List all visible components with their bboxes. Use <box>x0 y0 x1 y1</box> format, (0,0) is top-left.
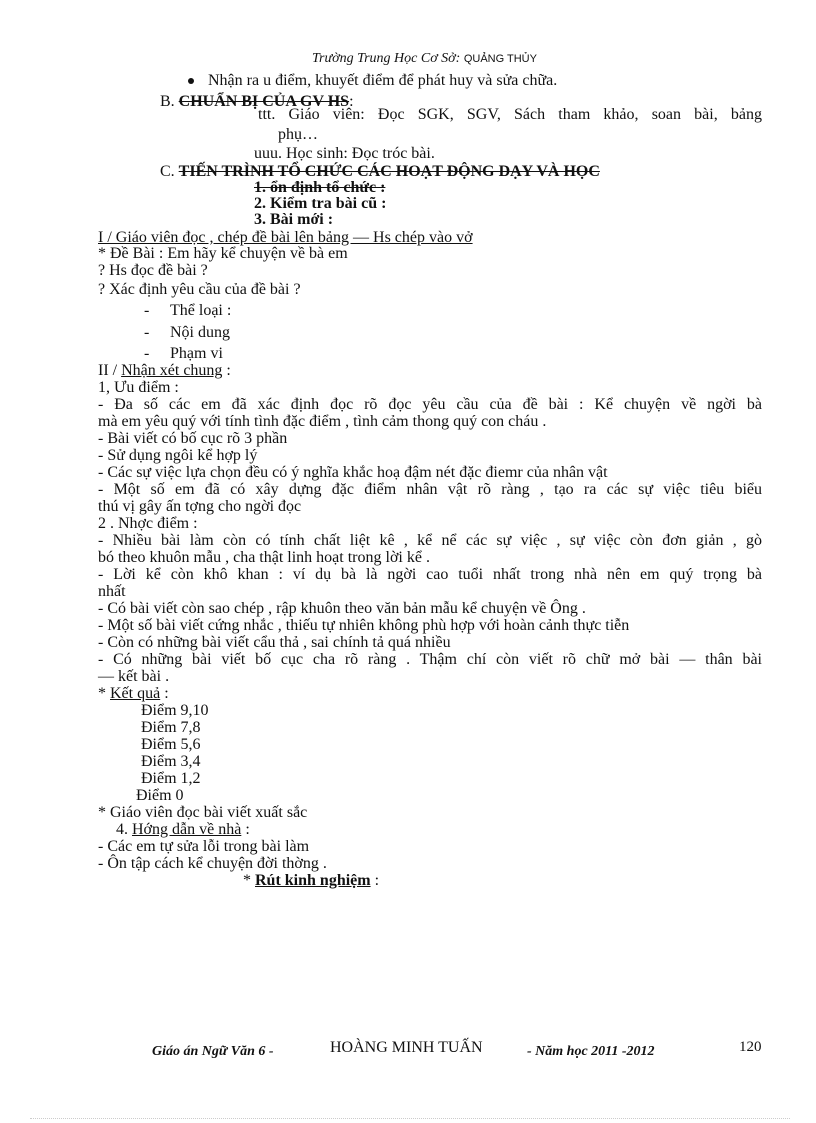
part-2-heading <box>98 362 231 379</box>
header-school-name: QUẢNG THỦY <box>463 53 537 65</box>
requirement-genre: Thể loại : <box>170 302 232 319</box>
score-row: Điểm 5,6 <box>141 736 201 753</box>
homework-label: Hớng dẫn về nhà <box>132 821 242 838</box>
score-row: Điểm 9,10 <box>141 702 209 719</box>
footer-left <box>152 1043 274 1060</box>
weakness-6-line2: — kết bài . <box>98 668 170 685</box>
dash-marker: - <box>144 324 150 341</box>
requirement-item <box>144 324 230 341</box>
score-row: Điểm 1,2 <box>141 770 201 787</box>
strength-5-line2: thú vị gây ấn tợng cho ngời đọc <box>98 498 302 515</box>
review-heading <box>243 872 379 889</box>
requirement-item <box>144 302 231 319</box>
results-prefix: * <box>98 685 110 702</box>
teacher-prep-line2: phụ… <box>278 126 318 143</box>
question-1: ? Hs đọc đề bài ? <box>98 262 208 279</box>
homework-number: 4. <box>116 821 132 838</box>
strength-5-line1: - Một số em đã có xây dựng đặc điểm nhân vật rõ ràng , tạo ra các sự việc tiêu biểu <box>98 481 762 498</box>
footer-right <box>527 1043 655 1060</box>
score-row: Điểm 3,4 <box>141 753 201 770</box>
strength-3: - Sử dụng ngôi kể hợp lý <box>98 447 258 464</box>
strength-1-line2: mà em yêu quý với tính tình đặc điểm , tình cảm thong quý con cháu . <box>98 413 547 430</box>
homework-item-2: - Ôn tập cách kể chuyện đời thờng . <box>98 855 327 872</box>
weakness-2-line2: nhất <box>98 583 126 600</box>
footer-course: Giáo án Ngữ Văn 6 <box>152 1044 266 1059</box>
question-2: ? Xác định yêu cầu của đề bài ? <box>98 281 301 298</box>
footer-author: HOÀNG MINH TUẤN <box>330 1039 483 1056</box>
footer-dash: - <box>527 1044 532 1059</box>
bullet-icon <box>188 78 194 84</box>
footer-year: Năm học 2011 -2012 <box>535 1044 655 1059</box>
section-c-letter: C. <box>160 163 175 180</box>
page-number: 120 <box>739 1039 762 1055</box>
dash-marker: - <box>144 345 150 362</box>
step-1: 1. ổn định tổ chức : <box>254 179 386 196</box>
objective-bullet <box>188 72 557 89</box>
requirement-content: Nội dung <box>170 324 230 341</box>
page-header <box>312 50 537 68</box>
review-prefix: * <box>243 872 255 889</box>
homework-suffix: : <box>241 821 250 838</box>
footer-dash: - <box>268 1044 274 1059</box>
weakness-1-line1: - Nhiều bài làm còn có tính chất liệt kê , kể nể các sự việc , sự việc còn đơn giản , gò <box>98 532 762 549</box>
weakness-5: - Còn có những bài viết cẩu thả , sai chính tả quá nhiều <box>98 634 451 651</box>
part-1-heading: I / Giáo viên đọc , chép đề bài lên bảng — Hs chép vào vở <box>98 229 473 246</box>
teacher-prep-line1: ttt. Giáo viên: Đọc SGK, SGV, Sách tham khảo, soan bài, bảng <box>258 106 762 123</box>
weakness-6-line1: - Có những bài viết bố cục cha rõ ràng . Thậm chí còn viết rõ chữ mở bài — thân bài <box>98 651 762 668</box>
essay-topic: * Đề Bài : Em hãy kể chuyện về bà em <box>98 245 348 262</box>
objective-text: Nhận ra u điểm, khuyết điểm để phát huy và sửa chữa. <box>208 72 558 89</box>
homework-heading <box>116 821 250 838</box>
weaknesses-title: 2 . Nhợc điểm : <box>98 515 198 532</box>
score-row: Điểm 0 <box>136 787 184 804</box>
bottom-rule <box>30 1118 790 1119</box>
read-best-essay: * Giáo viên đọc bài viết xuất sắc <box>98 804 308 821</box>
results-heading <box>98 685 169 702</box>
step-2: 2. Kiểm tra bài cũ : <box>254 195 387 212</box>
strengths-title: 1, Ưu điểm : <box>98 379 179 396</box>
student-prep: uuu. Học sinh: Đọc tróc bài. <box>254 145 435 162</box>
weakness-3: - Có bài viết còn sao chép , rập khuôn theo văn bản mẫu kể chuyện về Ông . <box>98 600 586 617</box>
review-suffix: : <box>370 872 380 889</box>
requirement-scope: Phạm vi <box>170 345 223 362</box>
part-2-title: Nhận xét chung <box>121 362 223 379</box>
section-b-colon: : <box>349 93 354 110</box>
strength-1-line1: - Đa số các em đã xác định đọc rõ đọc yêu cầu của đề bài : Kể chuyện về ngời bà <box>98 396 762 413</box>
header-school-prefix: Trường Trung Học Cơ Sở: <box>312 51 461 66</box>
results-label: Kết quả <box>110 685 161 702</box>
weakness-4: - Một số bài viết cứng nhắc , thiếu tự nhiên không phù hợp với hoàn cảnh thực tiễn <box>98 617 630 634</box>
weakness-2-line1: - Lời kể còn khô khan : ví dụ bà là ngời cao tuổi nhất trong nhà nên em quý trọng bà <box>98 566 762 583</box>
weakness-1-line2: bó theo khuôn mẫu , cha thật linh hoạt trong lời kể . <box>98 549 430 566</box>
section-c-heading <box>160 163 600 180</box>
strength-4: - Các sự việc lựa chọn đều có ý nghĩa khắc hoạ đậm nét đặc điemr của nhân vật <box>98 464 608 481</box>
section-b-title: CHUẨN BỊ CỦA GV HS <box>178 93 350 110</box>
section-b-letter: B. <box>160 93 175 110</box>
homework-item-1: - Các em tự sửa lỗi trong bài làm <box>98 838 310 855</box>
step-3: 3. Bài mới : <box>254 211 334 228</box>
part-2-suffix: : <box>222 362 231 379</box>
section-c-title: TIẾN TRÌNH TỔ CHỨC CÁC HOẠT ĐỘNG DẠY VÀ HỌC <box>178 163 600 180</box>
strength-2: - Bài viết có bố cục rõ 3 phần <box>98 430 288 447</box>
score-row: Điểm 7,8 <box>141 719 201 736</box>
part-2-prefix: II / <box>98 362 122 379</box>
results-suffix: : <box>160 685 169 702</box>
dash-marker: - <box>144 302 150 319</box>
review-label: Rút kinh nghiệm <box>255 872 371 889</box>
requirement-item <box>144 345 223 362</box>
